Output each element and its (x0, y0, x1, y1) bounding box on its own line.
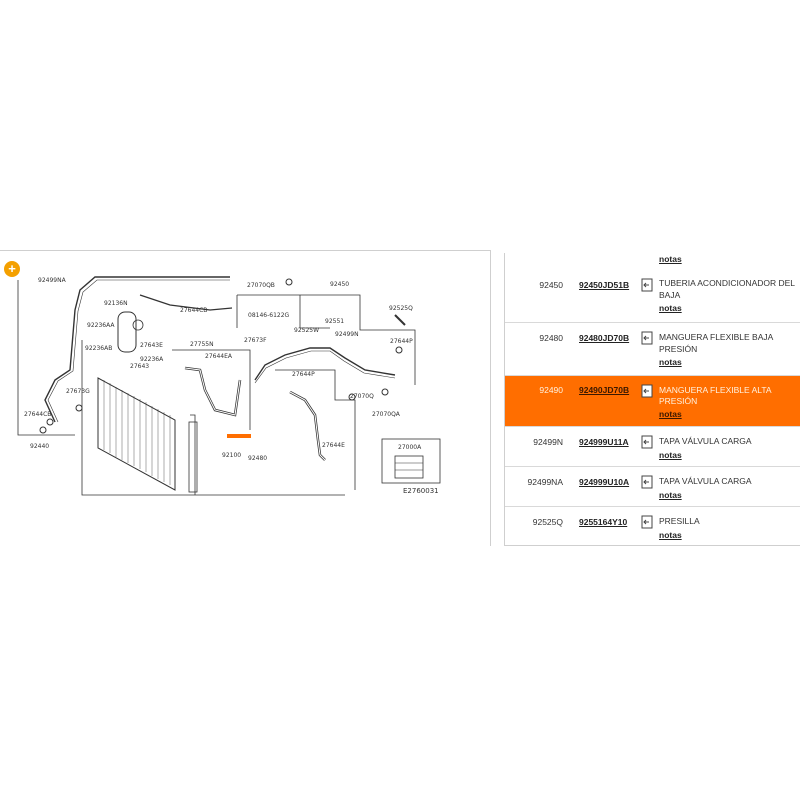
notes-link[interactable]: notas (659, 450, 682, 460)
description-line-1: TAPA VÁLVULA CARGA (659, 436, 752, 446)
label-27643E: 27643E (140, 342, 163, 349)
notes-link[interactable]: notas (659, 490, 682, 500)
parts-row-92525Q[interactable] (505, 507, 800, 545)
add-to-cart-icon[interactable] (640, 384, 653, 398)
label-92551: 92551 (325, 318, 345, 325)
add-to-cart-icon[interactable] (640, 475, 653, 489)
label-27644CB: 27644CB (24, 411, 52, 418)
label-92236AB: 92236AB (85, 345, 113, 352)
label-27673G: 27673G (66, 388, 90, 395)
notes-link[interactable]: notas (659, 530, 682, 540)
label-27070QA: 27070QA (372, 411, 400, 418)
ref-number: 92490 (539, 385, 563, 395)
label-92136N: 92136N (104, 300, 128, 307)
description-line-1: MANGUERA FLEXIBLE BAJA (659, 332, 774, 342)
diagram-code: E2760031 (403, 487, 439, 495)
parts-row-92499N[interactable] (505, 427, 800, 467)
add-to-cart-icon[interactable] (640, 331, 653, 345)
label-08146-6122G: 08146-6122G (248, 312, 290, 319)
description-line-1: TAPA VÁLVULA CARGA (659, 476, 752, 486)
parts-row-92499NA[interactable] (505, 467, 800, 507)
label-27644CB-2: 27644CB (180, 307, 208, 314)
part-number-link[interactable]: 92450JD51B (579, 280, 630, 290)
description-line-2: PRESIÓN (659, 396, 698, 406)
parts-row-92480[interactable] (505, 323, 800, 376)
add-to-cart-icon[interactable] (640, 435, 653, 449)
label-27673F: 27673F (244, 337, 267, 344)
description-line-1: MANGUERA FLEXIBLE ALTA (659, 385, 772, 395)
notes-link[interactable]: notas (659, 409, 682, 419)
description-line-1: TUBERIA ACONDICIONADOR DEL (659, 278, 796, 288)
label-27644EA: 27644EA (205, 353, 232, 360)
label-92480: 92480 (248, 455, 268, 462)
add-to-cart-icon[interactable] (640, 515, 653, 529)
label-27644P: 27644P (390, 338, 413, 345)
ref-number: 92499N (533, 437, 563, 447)
parts-diagram (0, 250, 490, 545)
part-number-link[interactable]: 9255164Y10 (579, 517, 628, 527)
description-line-2: BAJA (659, 290, 681, 300)
notes-link[interactable]: notas (659, 303, 682, 313)
ref-number: 92480 (539, 333, 563, 343)
label-92440: 92440 (30, 443, 50, 450)
ref-number: 92499NA (527, 477, 563, 487)
zoom-in-icon[interactable]: + (4, 261, 20, 277)
parts-row-92450[interactable] (505, 270, 800, 323)
label-92450: 92450 (330, 281, 350, 288)
part-number-link[interactable]: 92490JD70B (579, 385, 630, 395)
description-line-2: PRESIÓN (659, 344, 698, 354)
parts-row-92490-selected[interactable] (505, 376, 800, 427)
part-number-link[interactable]: 924999U10A (579, 477, 630, 487)
part-number-link[interactable]: 92480JD70B (579, 333, 630, 343)
part-number-link[interactable]: 924999U11A (579, 437, 629, 447)
ref-number: 92450 (539, 280, 563, 290)
label-92499N: 92499N (335, 331, 359, 338)
label-27070Q: 27070Q (350, 393, 374, 400)
label-27000A: 27000A (398, 444, 422, 451)
selected-part-marker (227, 434, 251, 438)
label-92236A: 92236A (140, 356, 164, 363)
label-27755N: 27755N (190, 341, 214, 348)
label-92525Q: 92525Q (389, 305, 413, 312)
label-27070QB: 27070QB (247, 282, 275, 289)
label-27644E: 27644E (322, 442, 345, 449)
parts-list (504, 253, 800, 546)
label-27643: 27643 (130, 363, 150, 370)
notes-link-top[interactable]: notas (659, 254, 682, 264)
label-92100: 92100 (222, 452, 242, 459)
label-27644P-2: 27644P (292, 371, 315, 378)
add-to-cart-icon[interactable] (640, 278, 653, 292)
notes-link[interactable]: notas (659, 357, 682, 367)
ref-number: 92525Q (532, 517, 563, 527)
description-line-1: PRESILLA (659, 516, 700, 526)
label-92236AA: 92236AA (87, 322, 115, 329)
label-92525W: 92525W (294, 327, 320, 334)
label-92499NA: 92499NA (38, 277, 66, 284)
